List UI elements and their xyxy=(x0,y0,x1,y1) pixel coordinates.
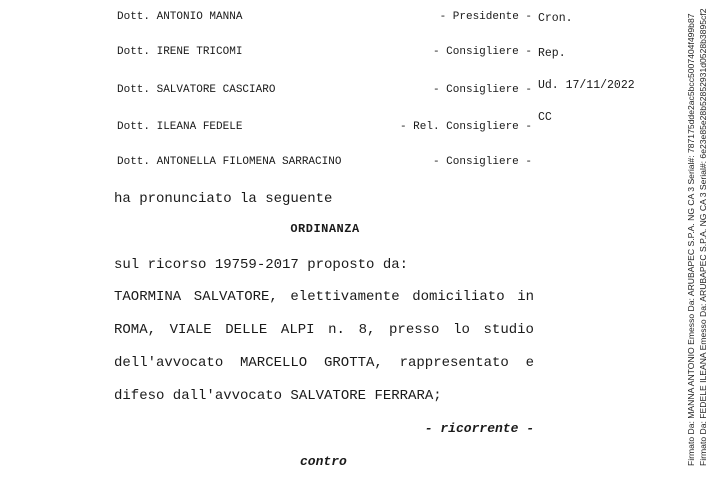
ricorrente-label: - ricorrente - xyxy=(424,421,534,436)
word: in xyxy=(517,289,534,305)
ricorso-line: sul ricorso 19759-2017 proposto da: xyxy=(114,257,409,273)
word: ALPI xyxy=(280,322,315,338)
cc-note: CC xyxy=(538,111,552,124)
document-title: ORDINANZA xyxy=(290,222,360,236)
intro-text: ha pronunciato la seguente xyxy=(114,191,333,207)
hearing-date-note: Ud. 17/11/2022 xyxy=(538,79,635,92)
word: SALVATORE, xyxy=(193,289,278,305)
cron-note: Cron. xyxy=(538,12,573,25)
word: 8, xyxy=(358,322,376,338)
word: ROMA, xyxy=(114,322,157,338)
judge-name: Dott. IRENE TRICOMI xyxy=(117,46,243,58)
word: DELLE xyxy=(225,322,268,338)
party-line-last: difeso dall'avvocato SALVATORE FERRARA; xyxy=(114,388,442,404)
word: e xyxy=(525,355,534,371)
judge-row xyxy=(0,84,540,100)
judge-name: Dott. ILEANA FEDELE xyxy=(117,121,243,133)
judge-row xyxy=(0,156,540,172)
judge-role: - Consigliere - xyxy=(432,156,532,168)
word: presso xyxy=(389,322,440,338)
word: MARCELLO xyxy=(240,355,308,371)
word: n. xyxy=(328,322,345,338)
judge-role: - Consigliere - xyxy=(432,46,532,58)
judge-name: Dott. SALVATORE CASCIARO xyxy=(117,84,276,96)
stamp-line: Firmato Da: FEDELE ILEANA Emesso Da: ARUBAPEC S.P.A. NG CA 3 Serial#: 6e23e85e28b52852931d0528b3895cf2 xyxy=(698,8,708,466)
judge-role: - Presidente - xyxy=(439,11,532,23)
word: GROTTA, xyxy=(324,355,383,371)
word: lo xyxy=(453,322,470,338)
word: TAORMINA xyxy=(114,289,182,305)
judge-role: - Rel. Consigliere - xyxy=(399,121,532,133)
stamp-line: Firmato Da: MANNA ANTONIO Emesso Da: ARUBAPEC S.P.A. NG CA 3 Serial#: 787175dde2ac5bcc5007404f499b87 xyxy=(686,13,696,466)
word: elettivamente xyxy=(290,289,400,305)
party-line xyxy=(114,355,534,371)
judge-row xyxy=(0,121,540,137)
word: domiciliato xyxy=(412,289,505,305)
word: dell'avvocato xyxy=(114,355,224,371)
word: VIALE xyxy=(169,322,212,338)
judge-name: Dott. ANTONIO MANNA xyxy=(117,11,243,23)
party-line xyxy=(114,289,534,305)
judge-name: Dott. ANTONELLA FILOMENA SARRACINO xyxy=(117,156,342,168)
party-line xyxy=(114,322,534,338)
contro-label: contro xyxy=(300,454,347,469)
judge-row xyxy=(0,46,540,62)
word: studio xyxy=(483,322,534,338)
word: rappresentato xyxy=(399,355,509,371)
judge-row xyxy=(0,11,540,27)
judge-role: - Consigliere - xyxy=(432,84,532,96)
rep-note: Rep. xyxy=(538,47,566,60)
